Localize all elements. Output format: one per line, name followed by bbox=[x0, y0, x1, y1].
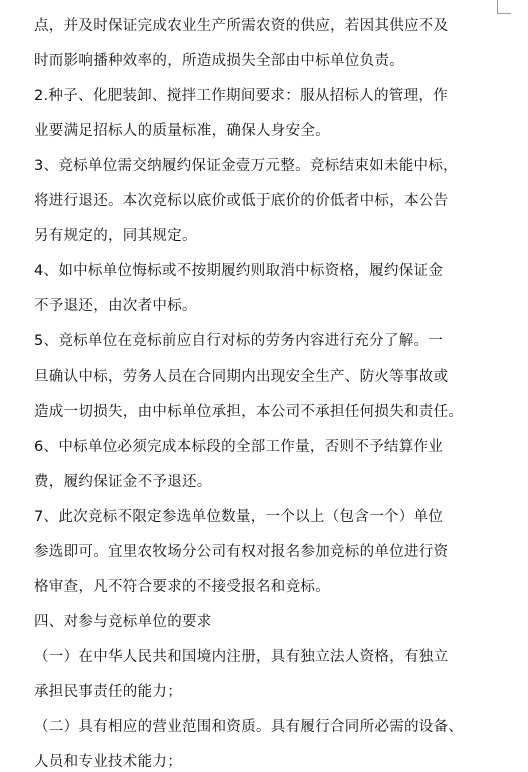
text-line: 5、竞标单位在竞标前应自行对标的劳务内容进行充分了解。一 bbox=[34, 333, 444, 349]
text-line: 格审查，凡不符合要求的不接受报名和竞标。 bbox=[34, 579, 330, 595]
text-line: 时而影响播种效率的，所造成损失全部由中标单位负责。 bbox=[34, 53, 404, 69]
text-line: 四、对参与竞标单位的要求 bbox=[34, 614, 212, 630]
text-line: 2.种子、化肥装卸、搅拌工作期间要求：服从招标人的管理，作 bbox=[34, 88, 449, 104]
text-line: 6、中标单位必须完成本标段的全部工作量，否则不予结算作业 bbox=[34, 439, 444, 455]
text-line: （一）在中华人民共和国境内注册，具有独立法人资格，有独立 bbox=[34, 649, 449, 665]
page-corner-mark bbox=[497, 0, 511, 14]
text-line: 将进行退还。本次竞标以底价或低于底价的价低者中标，本公告 bbox=[34, 193, 449, 209]
text-line: 造成一切损失，由中标单位承担，本公司不承担任何损失和责任。 bbox=[34, 404, 464, 420]
text-line: 4、如中标单位悔标或不按期履约则取消中标资格，履约保证金 bbox=[34, 263, 444, 279]
text-line: 承担民事责任的能力； bbox=[34, 684, 182, 700]
text-line: 点，并及时保证完成农业生产所需农资的供应，若因其供应不及 bbox=[34, 18, 449, 34]
text-line: 费，履约保证金不予退还。 bbox=[34, 474, 212, 490]
text-line: 业要满足招标人的质量标准，确保人身安全。 bbox=[34, 123, 330, 139]
text-line: 旦确认中标，劳务人员在合同期内出现安全生产、防火等事故或 bbox=[34, 369, 449, 385]
text-line: 不予退还，由次者中标。 bbox=[34, 298, 197, 314]
text-line: 7、此次竞标不限定参选单位数量，一个以上（包含一个）单位 bbox=[34, 509, 444, 525]
text-line: 参选即可。宜里农牧场分公司有权对报名参加竞标的单位进行资 bbox=[34, 544, 449, 560]
text-line: 人员和专业技术能力； bbox=[34, 754, 182, 770]
text-line: 另有规定的，同其规定。 bbox=[34, 228, 197, 244]
text-line: （二）具有相应的营业范围和资质。具有履行合同所必需的设备、 bbox=[34, 719, 464, 735]
text-line: 3、竞标单位需交纳履约保证金壹万元整。竞标结束如未能中标， bbox=[34, 158, 458, 174]
